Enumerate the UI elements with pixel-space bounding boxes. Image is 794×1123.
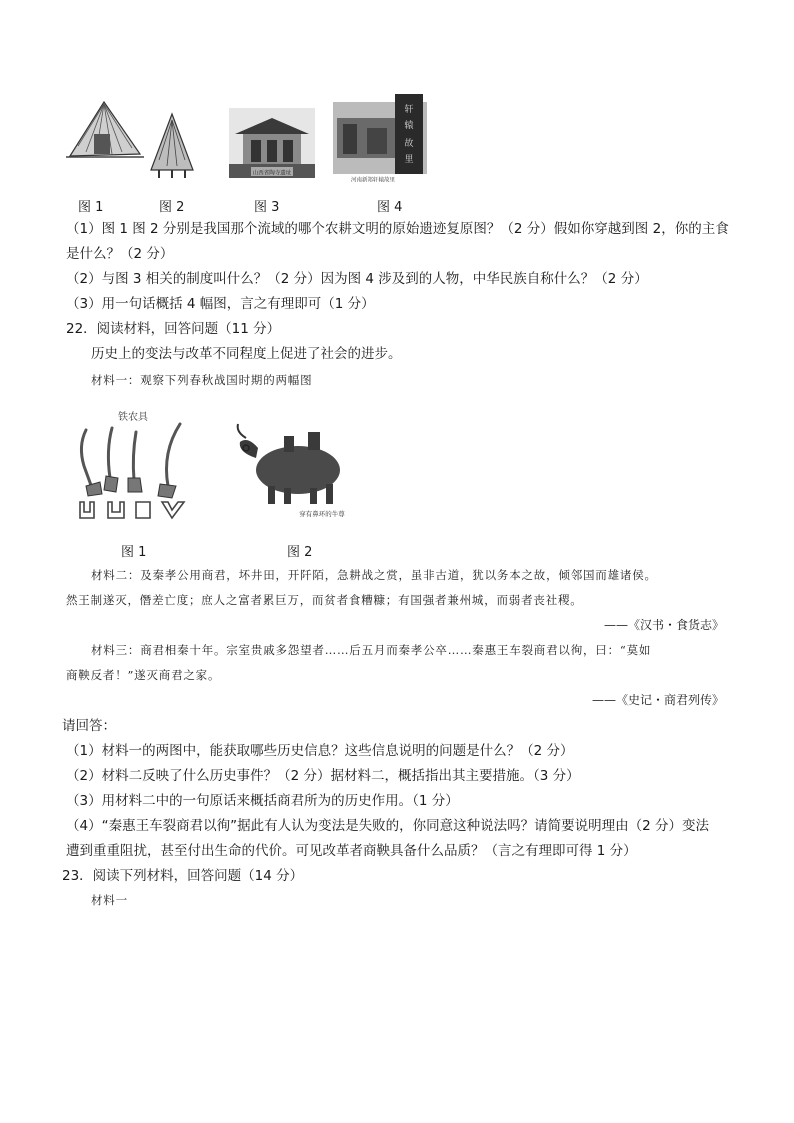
q22-intro: 历史上的变法与改革不同程度上促进了社会的进步。 (91, 346, 402, 362)
q22-material3-line2: 商鞅反者！”遂灭商君之家。 (66, 668, 221, 682)
figure-iron-tools (72, 406, 194, 524)
q21-part2: （2）与图 3 相关的制度叫什么？（2 分）因为图 4 涉及到的人物，中华民族自称什么？（2 分） (66, 271, 648, 287)
q22-question-4-line1: （4）“秦惠王车裂商君以徇”据此有人认为变法是失败的，你同意这种说法吗？请简要说明理由（2 分）变法 (66, 818, 709, 834)
q22-question-1: （1）材料一的两图中，能获取哪些历史信息？这些信息说明的问题是什么？（2 分） (66, 743, 574, 759)
fig4-sign-char-4: 里 (404, 155, 414, 165)
q22-question-2: （2）材料二反映了什么历史事件？（2 分）据材料二，概括指出其主要措施。（3 分） (66, 768, 580, 784)
q22-ask: 请回答： (62, 718, 116, 734)
q22-material2-line2: 然王制遂灭，僭差亡度；庶人之富者累巨万，而贫者食糟糠；有国强者兼州城，而弱者丧社稷。 (66, 593, 583, 607)
caption-fig-3: 图 3 (254, 200, 280, 215)
caption-m1-fig-1: 图 1 (121, 545, 147, 560)
figure-2-hemudu-hut (147, 110, 197, 180)
q22-question-4-line2: 遭到重重阻扰，甚至付出生命的代价。可见改革者商鞅具备什么品质？（言之有理即可得 1 分） (66, 843, 637, 859)
q23-heading: 23．阅读下列材料，回答问题（14 分） (62, 868, 304, 884)
caption-fig-1: 图 1 (78, 200, 104, 215)
q21-part3: （3）用一句话概括 4 幅图，言之有理即可（1 分） (66, 296, 375, 312)
iron-tools-label: 铁农具 (118, 412, 148, 423)
fig4-sign-char-2: 辕 (404, 121, 414, 131)
q22-material2-line1: 材料二：及秦孝公用商君，坏井田，开阡陌，急耕战之赏，虽非古道，犹以务本之故，倾邻国而雄诸侯。 (91, 568, 657, 582)
q22-question-3: （3）用材料二中的一句原话来概括商君所为的历史作用。（1 分） (66, 793, 459, 809)
q22-material3-source: ——《史记・商君列传》 (591, 693, 724, 707)
caption-m1-fig-2: 图 2 (287, 545, 313, 560)
q23-material1: 材料一 (91, 893, 128, 907)
q22-material1-title: 材料一：观察下列春秋战国时期的两幅图 (91, 373, 313, 387)
fig4-sign-char-3: 故 (404, 139, 414, 149)
fig4-caption: 河南新郑轩辕故里 (350, 177, 396, 184)
fig3-plaque: 山西省陶寺遗址 (252, 170, 292, 177)
q22-heading: 22．阅读材料，回答问题（11 分） (66, 321, 281, 337)
caption-fig-2: 图 2 (159, 200, 185, 215)
q22-material3-line1: 材料三：商君相秦十年。宗室贵戚多怨望者……后五月而秦孝公卒……秦惠王车裂商君以徇，曰：“莫如 (91, 643, 652, 657)
figure-ox-zun (228, 408, 358, 520)
ox-zun-label: 穿有鼻环的牛尊 (299, 510, 345, 518)
fig4-sign-char-1: 轩 (404, 105, 414, 115)
figure-3-temple (229, 108, 315, 178)
caption-fig-4: 图 4 (377, 200, 403, 215)
figure-1-banpo-house (64, 96, 146, 160)
q21-part1-line1: （1）图 1 图 2 分别是我国那个流域的哪个农耕文明的原始遗迹复原图？（2 分）假如你穿越到图 2，你的主食 (66, 221, 729, 237)
q21-part1-line2: 是什么？（2 分） (66, 246, 174, 262)
figure-4-xuanyuan-hometown (333, 94, 427, 184)
q22-material2-source: ——《汉书・食货志》 (603, 618, 724, 632)
